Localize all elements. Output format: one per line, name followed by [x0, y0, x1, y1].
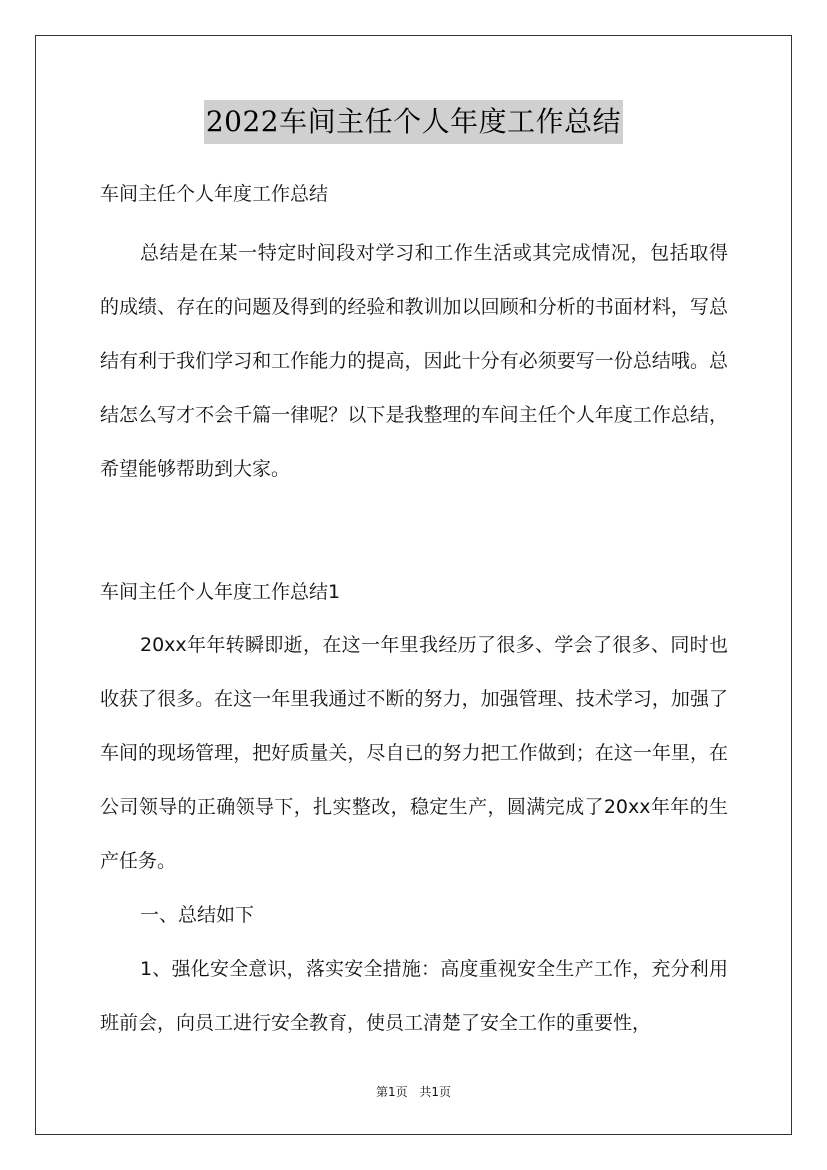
page-total: 共1页 — [419, 1085, 452, 1099]
intro-paragraph: 总结是在某一特定时间段对学习和工作生活或其完成情况，包括取得的成绩、存在的问题及得到的经验和教训加以回顾和分析的书面材料，写总结有利于我们学习和工作能力的提高，因此十分有必须要写一份总结哦。总结怎么写才不会千篇一律呢？以下是我整理的车间主任个人年度工作总结，希望能够帮助到大家。 — [100, 242, 728, 480]
document-subtitle: 车间主任个人年度工作总结 — [100, 183, 329, 205]
spacer — [100, 216, 728, 226]
page-footer — [0, 1083, 827, 1100]
document-title: 2022车间主任个人年度工作总结 — [204, 100, 623, 144]
spacer — [100, 496, 728, 570]
section-paragraph: 20xx年年转瞬即逝，在这一年里我经历了很多、学会了很多、同时也收获了很多。在这一年里我通过不断的努力，加强管理、技术学习，加强了车间的现场管理，把好质量关，尽自已的努力把工作做到；在这一年里，在公司领导的正确领导下，扎实整改，稳定生产，圆满完成了20xx年年的生产任务。 — [100, 634, 728, 872]
summary-heading: 一、总结如下 — [140, 904, 255, 926]
list-item: 1、强化安全意识，落实安全措施：高度重视安全生产工作，充分利用班前会，向员工进行安全教育，使员工清楚了安全工作的重要性， — [100, 958, 728, 1034]
document-body — [100, 172, 728, 1050]
title-container — [0, 100, 827, 144]
page-number: 第1页 — [375, 1085, 408, 1099]
section-heading: 车间主任个人年度工作总结1 — [100, 581, 341, 603]
